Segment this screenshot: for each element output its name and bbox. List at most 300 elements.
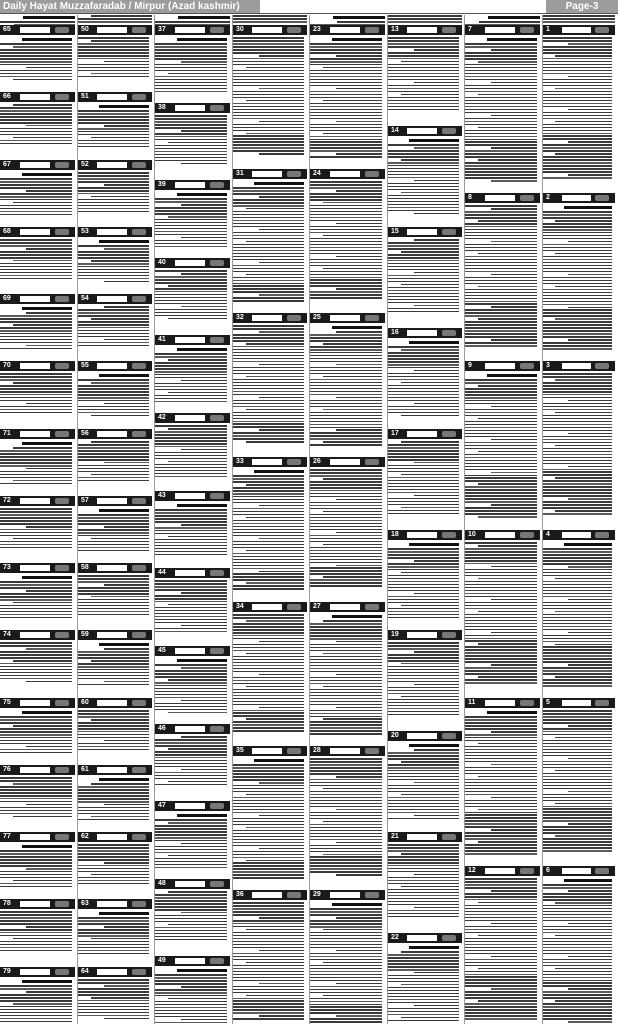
text-line: [78, 208, 149, 210]
text-line: [310, 833, 382, 835]
text-line: [465, 638, 537, 640]
classified-notice: [543, 193, 615, 351]
text-line: [155, 76, 227, 78]
notice-label-box: [407, 632, 437, 638]
text-line: [388, 916, 459, 918]
text-line: [310, 250, 382, 252]
text-line: [246, 860, 304, 862]
text-line: [310, 370, 382, 372]
text-line: [409, 543, 459, 546]
text-line: [465, 832, 537, 834]
text-line: [543, 394, 612, 396]
text-line: [388, 367, 459, 369]
text-line: [233, 914, 304, 916]
text-line: [168, 781, 227, 783]
text-line: [78, 678, 149, 680]
text-line: [233, 61, 304, 63]
notice-label-box: [20, 363, 50, 369]
text-line: [155, 980, 227, 982]
text-line: [465, 817, 537, 819]
text-line: [233, 854, 304, 856]
notice-number: 9: [468, 362, 472, 369]
notice-number: 79: [3, 968, 11, 975]
text-line: [465, 826, 537, 828]
text-line: [246, 343, 304, 345]
text-line: [555, 578, 612, 580]
text-line: [246, 962, 304, 964]
text-line: [388, 76, 459, 78]
text-line: [310, 701, 382, 703]
text-line: [233, 692, 304, 694]
text-line: [13, 447, 72, 449]
text-line: [388, 480, 459, 482]
text-line: [259, 397, 304, 399]
text-line: [388, 581, 459, 583]
text-line: [388, 489, 459, 491]
text-line: [388, 468, 459, 470]
text-line: [233, 144, 304, 146]
text-line: [543, 238, 612, 240]
notice-body: [78, 306, 149, 351]
text-line: [246, 484, 304, 486]
text-line: [78, 465, 149, 467]
text-line: [555, 88, 612, 90]
notice-number-bar: [0, 563, 75, 573]
text-line: [465, 492, 537, 494]
text-line: [543, 418, 612, 420]
text-line: [465, 982, 537, 984]
text-line: [310, 923, 382, 925]
text-line: [310, 144, 382, 146]
notice-body: [310, 181, 382, 303]
text-line: [388, 963, 459, 965]
text-line: [414, 147, 459, 149]
notice-number-bar: [465, 193, 540, 203]
text-line: [233, 493, 304, 495]
text-line: [233, 683, 304, 685]
notice-number-bar: [388, 731, 462, 741]
notice-body: [155, 115, 227, 170]
text-line: [181, 769, 227, 771]
text-line: [465, 734, 537, 736]
text-line: [155, 903, 227, 905]
text-line: [478, 253, 537, 255]
text-line: [259, 294, 304, 296]
text-line: [543, 977, 612, 979]
text-line: [388, 602, 459, 604]
notice-number: 30: [236, 26, 244, 33]
text-line: [388, 1008, 459, 1010]
text-line: [78, 614, 149, 616]
text-line: [178, 16, 231, 19]
text-line: [91, 260, 149, 262]
text-line: [246, 718, 304, 720]
text-line: [465, 475, 537, 477]
text-line: [0, 719, 72, 721]
text-line: [414, 82, 459, 84]
text-line: [478, 451, 537, 453]
text-line: [78, 245, 149, 247]
text-line: [0, 941, 72, 943]
text-line: [246, 620, 304, 622]
text-line: [465, 136, 537, 138]
text-line: [78, 859, 149, 861]
notice-seal-icon: [287, 171, 301, 177]
notice-number-bar: [388, 530, 462, 540]
text-line: [388, 394, 459, 396]
text-line: [336, 874, 382, 876]
text-line: [388, 669, 459, 671]
text-line: [259, 1015, 304, 1017]
text-line: [323, 268, 382, 270]
notice-number-bar: [0, 832, 75, 842]
text-line: [543, 1012, 612, 1014]
text-line: [0, 584, 72, 586]
text-line: [155, 356, 227, 358]
text-line: [233, 902, 304, 904]
text-line: [465, 950, 537, 952]
text-line: [310, 695, 382, 697]
text-line: [0, 663, 72, 665]
text-line: [465, 133, 537, 135]
text-line: [543, 800, 612, 802]
text-line: [543, 817, 612, 819]
notice-number: 47: [158, 802, 166, 809]
text-line: [388, 862, 459, 864]
text-line: [259, 505, 304, 507]
text-line: [465, 232, 537, 234]
text-line: [543, 850, 612, 852]
text-line: [0, 257, 72, 259]
text-line: [414, 651, 459, 653]
text-line: [310, 262, 382, 264]
notice-label-box: [407, 431, 437, 437]
notice-number: 73: [3, 564, 11, 571]
text-line: [168, 891, 227, 893]
classified-notice: [310, 313, 385, 447]
text-line: [310, 337, 382, 339]
text-line: [465, 55, 537, 57]
text-line: [78, 205, 149, 207]
text-line: [155, 900, 227, 902]
notice-number-bar: [78, 899, 152, 909]
text-line: [233, 715, 304, 717]
text-line: [310, 977, 382, 979]
text-line: [78, 947, 149, 949]
text-line: [233, 58, 304, 60]
text-line: [388, 569, 459, 571]
notice-label-box: [20, 767, 50, 773]
notice-label-box: [252, 604, 282, 610]
text-line: [0, 657, 72, 659]
text-line: [401, 605, 459, 607]
text-line: [465, 755, 537, 757]
text-line: [233, 367, 304, 369]
text-line: [155, 136, 227, 138]
text-line: [233, 382, 304, 384]
text-line: [233, 340, 304, 342]
notice-number-bar: [543, 361, 615, 371]
text-line: [233, 46, 304, 48]
text-line: [99, 643, 149, 646]
text-line: [0, 722, 72, 724]
text-line: [0, 459, 72, 461]
text-line: [323, 67, 382, 69]
text-line: [465, 911, 537, 913]
classified-notice: [388, 630, 462, 721]
text-line: [401, 382, 459, 384]
text-line: [323, 235, 382, 237]
text-line: [233, 211, 304, 213]
text-line: [78, 611, 149, 613]
classified-notice: [78, 832, 152, 889]
text-line: [246, 653, 304, 655]
text-line: [388, 690, 459, 692]
notice-seal-icon: [365, 459, 379, 465]
text-line: [388, 447, 459, 449]
text-line: [323, 686, 382, 688]
notice-seal-icon: [520, 195, 534, 201]
notice-body: [388, 138, 459, 217]
text-line: [568, 339, 612, 341]
text-line: [155, 79, 227, 81]
notice-body: [310, 758, 382, 880]
text-line: [78, 263, 149, 265]
text-line: [155, 240, 227, 242]
text-line: [465, 791, 537, 793]
text-line: [543, 46, 612, 48]
text-line: [155, 580, 227, 582]
text-line: [78, 315, 149, 317]
text-line: [78, 1000, 149, 1002]
text-line: [388, 557, 459, 559]
text-line: [478, 935, 537, 937]
notice-body: [0, 777, 72, 822]
text-line: [401, 61, 459, 63]
text-line: [388, 290, 459, 292]
text-line: [388, 248, 459, 250]
text-line: [78, 131, 149, 133]
text-line: [0, 269, 72, 271]
text-line: [543, 661, 612, 663]
text-line: [155, 458, 227, 460]
text-line: [155, 861, 227, 863]
classified-notice: [543, 530, 615, 688]
text-line: [310, 277, 382, 279]
text-line: [388, 599, 459, 601]
text-line: [155, 210, 227, 212]
text-line: [543, 304, 612, 306]
text-line: [104, 184, 149, 186]
text-line: [233, 721, 304, 723]
text-line: [0, 786, 72, 788]
text-line: [78, 58, 149, 60]
text-line: [233, 438, 304, 440]
text-line: [388, 773, 459, 775]
notice-number-bar: [543, 25, 615, 35]
text-line: [388, 444, 459, 446]
text-line: [388, 311, 459, 313]
notice-number: 27: [313, 603, 321, 610]
text-line: [491, 988, 537, 990]
text-line: [233, 202, 304, 204]
text-line: [0, 379, 72, 381]
notice-label-box: [175, 493, 205, 499]
notice-number-bar: [0, 160, 75, 170]
text-line: [78, 175, 149, 177]
text-line: [478, 776, 537, 778]
text-line: [233, 15, 307, 17]
text-line: [491, 306, 537, 308]
notice-body: [155, 503, 227, 558]
text-line: [543, 841, 612, 843]
text-line: [336, 707, 382, 709]
text-line: [0, 73, 72, 75]
text-line: [0, 394, 72, 396]
text-line: [104, 862, 149, 864]
text-line: [543, 168, 612, 170]
classified-notice: [310, 25, 385, 159]
text-line: [465, 333, 537, 335]
text-line: [543, 94, 612, 96]
text-line: [233, 532, 304, 534]
text-line: [543, 391, 612, 393]
text-line: [543, 908, 612, 910]
text-line: [26, 125, 72, 127]
text-line: [233, 283, 304, 285]
text-line: [233, 562, 304, 564]
notice-number: 65: [3, 26, 11, 33]
text-line: [78, 52, 149, 54]
text-line: [465, 770, 537, 772]
text-line: [465, 330, 537, 332]
text-line: [414, 874, 459, 876]
text-line: [543, 265, 612, 267]
text-line: [13, 137, 72, 139]
text-line: [246, 550, 304, 552]
text-line: [78, 795, 149, 797]
text-line: [564, 206, 612, 209]
text-line: [401, 853, 459, 855]
text-line: [233, 247, 304, 249]
text-line: [181, 1019, 227, 1021]
text-line: [0, 862, 72, 864]
text-line: [543, 991, 612, 993]
notice-body: [0, 979, 72, 1024]
text-line: [465, 79, 537, 81]
notice-seal-icon: [520, 27, 534, 33]
text-line: [155, 64, 227, 66]
text-line: [555, 1000, 612, 1002]
text-line: [555, 510, 612, 512]
text-line: [233, 568, 304, 570]
text-line: [388, 46, 459, 48]
text-line: [233, 712, 304, 714]
text-line: [465, 782, 537, 784]
text-line: [310, 562, 382, 564]
notice-body: [465, 15, 540, 25]
text-line: [465, 277, 537, 279]
text-line: [568, 466, 612, 468]
text-line: [0, 935, 72, 937]
classified-notice: [0, 361, 75, 419]
text-line: [336, 88, 382, 90]
notice-number-bar: [155, 335, 230, 345]
text-line: [401, 415, 459, 417]
text-line: [155, 763, 227, 765]
text-line: [332, 38, 382, 41]
text-line: [555, 379, 612, 381]
text-line: [310, 935, 382, 937]
text-line: [0, 388, 72, 390]
notice-seal-icon: [132, 767, 146, 773]
text-line: [78, 269, 149, 271]
text-line: [543, 832, 612, 834]
text-line: [246, 517, 304, 519]
classified-notice: [78, 765, 152, 822]
text-line: [465, 554, 537, 556]
text-line: [310, 109, 382, 111]
classified-notice: [0, 765, 75, 822]
text-line: [401, 349, 459, 351]
text-line: [388, 844, 459, 846]
text-line: [465, 312, 537, 314]
text-line: [155, 834, 227, 836]
notice-column: [0, 15, 78, 1024]
classified-notice: [78, 698, 152, 755]
text-line: [233, 150, 304, 152]
text-line: [543, 548, 612, 550]
text-line: [233, 432, 304, 434]
text-line: [478, 578, 537, 580]
text-line: [414, 370, 459, 372]
text-line: [543, 138, 612, 140]
text-line: [168, 73, 227, 75]
notice-label-box: [562, 27, 591, 33]
notice-label-box: [407, 935, 437, 941]
text-line: [14, 24, 76, 25]
text-line: [177, 348, 227, 351]
text-line: [78, 266, 149, 268]
text-line: [543, 489, 612, 491]
classified-notice: [465, 530, 540, 688]
text-line: [168, 855, 227, 857]
text-line: [233, 115, 304, 117]
text-line: [543, 761, 612, 763]
text-line: [465, 740, 537, 742]
text-line: [0, 792, 72, 794]
text-line: [388, 587, 459, 589]
text-line: [0, 666, 72, 668]
text-line: [543, 658, 612, 660]
text-line: [543, 165, 612, 167]
notice-body: [78, 15, 152, 25]
text-line: [0, 348, 72, 350]
text-line: [259, 55, 304, 57]
text-line: [388, 871, 459, 873]
text-line: [104, 306, 149, 308]
text-line: [233, 415, 304, 417]
text-line: [555, 737, 612, 739]
text-line: [465, 168, 537, 170]
text-line: [233, 656, 304, 658]
text-line: [181, 163, 227, 165]
text-line: [478, 61, 537, 63]
text-line: [465, 280, 537, 282]
text-line: [78, 581, 149, 583]
text-line: [233, 496, 304, 498]
text-line: [26, 345, 72, 347]
